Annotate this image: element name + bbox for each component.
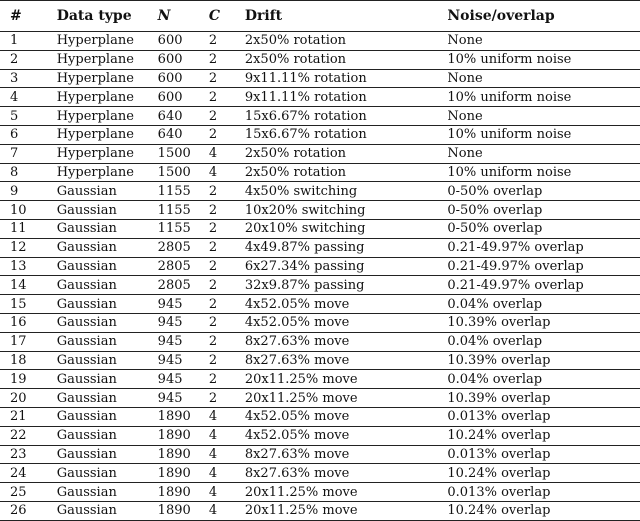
cell-index: 17 bbox=[0, 332, 57, 351]
cell-n: 945 bbox=[158, 295, 209, 314]
cell-noise-overlap: 0.21-49.97% overlap bbox=[447, 257, 640, 276]
cell-index: 18 bbox=[0, 351, 57, 370]
cell-data-type: Gaussian bbox=[57, 501, 158, 520]
cell-drift: 8x27.63% move bbox=[245, 445, 448, 464]
cell-n: 1890 bbox=[158, 501, 209, 520]
cell-n: 2805 bbox=[158, 276, 209, 295]
cell-index: 21 bbox=[0, 407, 57, 426]
cell-data-type: Hyperplane bbox=[57, 69, 158, 88]
cell-data-type: Gaussian bbox=[57, 276, 158, 295]
cell-data-type: Gaussian bbox=[57, 295, 158, 314]
cell-c: 4 bbox=[209, 483, 245, 502]
table-row bbox=[0, 445, 640, 464]
cell-c: 2 bbox=[209, 32, 245, 51]
cell-data-type: Gaussian bbox=[57, 313, 158, 332]
cell-index: 14 bbox=[0, 276, 57, 295]
cell-c: 4 bbox=[209, 426, 245, 445]
cell-n: 640 bbox=[158, 125, 209, 144]
table-header bbox=[0, 1, 640, 32]
cell-noise-overlap: 0.04% overlap bbox=[447, 332, 640, 351]
cell-noise-overlap: 10.39% overlap bbox=[447, 313, 640, 332]
table-row bbox=[0, 201, 640, 220]
cell-n: 1155 bbox=[158, 182, 209, 201]
cell-drift: 2x50% rotation bbox=[245, 50, 448, 69]
cell-data-type: Gaussian bbox=[57, 464, 158, 483]
table-row bbox=[0, 407, 640, 426]
table-row bbox=[0, 276, 640, 295]
cell-c: 2 bbox=[209, 238, 245, 257]
cell-c: 4 bbox=[209, 407, 245, 426]
cell-drift: 4x52.05% move bbox=[245, 313, 448, 332]
cell-drift: 4x52.05% move bbox=[245, 407, 448, 426]
cell-n: 600 bbox=[158, 32, 209, 51]
cell-n: 1890 bbox=[158, 426, 209, 445]
cell-drift: 15x6.67% rotation bbox=[245, 107, 448, 126]
table-row bbox=[0, 351, 640, 370]
cell-n: 600 bbox=[158, 69, 209, 88]
cell-drift: 20x11.25% move bbox=[245, 483, 448, 502]
cell-noise-overlap: 0.04% overlap bbox=[447, 295, 640, 314]
cell-drift: 20x11.25% move bbox=[245, 389, 448, 408]
cell-noise-overlap: 0.013% overlap bbox=[447, 407, 640, 426]
table-row bbox=[0, 32, 640, 51]
cell-noise-overlap: 10.24% overlap bbox=[447, 426, 640, 445]
cell-n: 640 bbox=[158, 107, 209, 126]
cell-data-type: Hyperplane bbox=[57, 107, 158, 126]
cell-c: 2 bbox=[209, 125, 245, 144]
header-index: # bbox=[0, 1, 57, 32]
cell-index: 5 bbox=[0, 107, 57, 126]
cell-noise-overlap: 10% uniform noise bbox=[447, 88, 640, 107]
cell-c: 4 bbox=[209, 501, 245, 520]
cell-drift: 20x11.25% move bbox=[245, 370, 448, 389]
cell-index: 22 bbox=[0, 426, 57, 445]
table-row bbox=[0, 483, 640, 502]
cell-c: 4 bbox=[209, 445, 245, 464]
table-row bbox=[0, 370, 640, 389]
table-body bbox=[0, 32, 640, 521]
cell-index: 26 bbox=[0, 501, 57, 520]
cell-noise-overlap: 10.24% overlap bbox=[447, 464, 640, 483]
cell-drift: 2x50% rotation bbox=[245, 32, 448, 51]
cell-noise-overlap: 0-50% overlap bbox=[447, 201, 640, 220]
cell-drift: 4x50% switching bbox=[245, 182, 448, 201]
cell-data-type: Hyperplane bbox=[57, 50, 158, 69]
cell-n: 1500 bbox=[158, 144, 209, 163]
cell-c: 4 bbox=[209, 144, 245, 163]
cell-n: 1500 bbox=[158, 163, 209, 182]
cell-drift: 2x50% rotation bbox=[245, 144, 448, 163]
cell-data-type: Gaussian bbox=[57, 370, 158, 389]
cell-index: 24 bbox=[0, 464, 57, 483]
cell-data-type: Gaussian bbox=[57, 407, 158, 426]
cell-drift: 4x49.87% passing bbox=[245, 238, 448, 257]
table-row bbox=[0, 125, 640, 144]
cell-drift: 8x27.63% move bbox=[245, 332, 448, 351]
cell-noise-overlap: 0.013% overlap bbox=[447, 483, 640, 502]
cell-c: 2 bbox=[209, 351, 245, 370]
cell-noise-overlap: 0.04% overlap bbox=[447, 370, 640, 389]
cell-c: 2 bbox=[209, 389, 245, 408]
cell-c: 2 bbox=[209, 276, 245, 295]
cell-n: 945 bbox=[158, 313, 209, 332]
cell-drift: 20x11.25% move bbox=[245, 501, 448, 520]
cell-index: 16 bbox=[0, 313, 57, 332]
cell-data-type: Gaussian bbox=[57, 219, 158, 238]
cell-n: 1890 bbox=[158, 407, 209, 426]
cell-n: 1890 bbox=[158, 464, 209, 483]
cell-drift: 15x6.67% rotation bbox=[245, 125, 448, 144]
cell-c: 2 bbox=[209, 107, 245, 126]
cell-noise-overlap: 0.013% overlap bbox=[447, 445, 640, 464]
cell-noise-overlap: 0-50% overlap bbox=[447, 219, 640, 238]
cell-drift: 10x20% switching bbox=[245, 201, 448, 220]
header-n: N bbox=[158, 1, 209, 32]
cell-c: 2 bbox=[209, 182, 245, 201]
table-row bbox=[0, 144, 640, 163]
header-drift: Drift bbox=[245, 1, 448, 32]
cell-data-type: Gaussian bbox=[57, 483, 158, 502]
cell-n: 600 bbox=[158, 50, 209, 69]
cell-c: 2 bbox=[209, 370, 245, 389]
cell-drift: 9x11.11% rotation bbox=[245, 69, 448, 88]
cell-data-type: Gaussian bbox=[57, 426, 158, 445]
header-c: C bbox=[209, 1, 245, 32]
cell-drift: 4x52.05% move bbox=[245, 295, 448, 314]
cell-n: 2805 bbox=[158, 257, 209, 276]
cell-c: 2 bbox=[209, 257, 245, 276]
cell-data-type: Hyperplane bbox=[57, 32, 158, 51]
table-row bbox=[0, 389, 640, 408]
cell-index: 2 bbox=[0, 50, 57, 69]
cell-c: 2 bbox=[209, 50, 245, 69]
cell-index: 13 bbox=[0, 257, 57, 276]
cell-c: 4 bbox=[209, 163, 245, 182]
cell-index: 10 bbox=[0, 201, 57, 220]
cell-n: 1890 bbox=[158, 445, 209, 464]
cell-c: 2 bbox=[209, 219, 245, 238]
cell-c: 2 bbox=[209, 69, 245, 88]
cell-index: 20 bbox=[0, 389, 57, 408]
cell-drift: 6x27.34% passing bbox=[245, 257, 448, 276]
table-row bbox=[0, 107, 640, 126]
table-row bbox=[0, 219, 640, 238]
cell-noise-overlap: None bbox=[447, 69, 640, 88]
cell-c: 2 bbox=[209, 295, 245, 314]
table-row bbox=[0, 464, 640, 483]
table-row bbox=[0, 182, 640, 201]
cell-n: 1890 bbox=[158, 483, 209, 502]
cell-index: 6 bbox=[0, 125, 57, 144]
cell-noise-overlap: None bbox=[447, 144, 640, 163]
cell-n: 945 bbox=[158, 351, 209, 370]
cell-data-type: Hyperplane bbox=[57, 163, 158, 182]
cell-index: 3 bbox=[0, 69, 57, 88]
table-row bbox=[0, 88, 640, 107]
table-row bbox=[0, 501, 640, 520]
cell-data-type: Hyperplane bbox=[57, 144, 158, 163]
cell-noise-overlap: 10% uniform noise bbox=[447, 50, 640, 69]
cell-data-type: Gaussian bbox=[57, 257, 158, 276]
header-row bbox=[0, 1, 640, 32]
cell-drift: 8x27.63% move bbox=[245, 464, 448, 483]
cell-noise-overlap: 10% uniform noise bbox=[447, 163, 640, 182]
table-row bbox=[0, 257, 640, 276]
cell-c: 4 bbox=[209, 464, 245, 483]
header-data-type: Data type bbox=[57, 1, 158, 32]
cell-drift: 2x50% rotation bbox=[245, 163, 448, 182]
cell-noise-overlap: None bbox=[447, 107, 640, 126]
cell-drift: 20x10% switching bbox=[245, 219, 448, 238]
cell-data-type: Gaussian bbox=[57, 332, 158, 351]
table-row bbox=[0, 313, 640, 332]
cell-index: 15 bbox=[0, 295, 57, 314]
cell-index: 8 bbox=[0, 163, 57, 182]
cell-data-type: Gaussian bbox=[57, 238, 158, 257]
cell-n: 945 bbox=[158, 332, 209, 351]
table-row bbox=[0, 238, 640, 257]
cell-c: 2 bbox=[209, 332, 245, 351]
cell-data-type: Hyperplane bbox=[57, 125, 158, 144]
cell-noise-overlap: 10.24% overlap bbox=[447, 501, 640, 520]
cell-index: 19 bbox=[0, 370, 57, 389]
cell-drift: 4x52.05% move bbox=[245, 426, 448, 445]
table-row bbox=[0, 163, 640, 182]
table-row bbox=[0, 332, 640, 351]
cell-data-type: Gaussian bbox=[57, 445, 158, 464]
cell-noise-overlap: 0.21-49.97% overlap bbox=[447, 276, 640, 295]
cell-n: 2805 bbox=[158, 238, 209, 257]
cell-noise-overlap: 0.21-49.97% overlap bbox=[447, 238, 640, 257]
cell-index: 1 bbox=[0, 32, 57, 51]
cell-data-type: Gaussian bbox=[57, 201, 158, 220]
cell-noise-overlap: 0-50% overlap bbox=[447, 182, 640, 201]
table-row bbox=[0, 295, 640, 314]
cell-n: 1155 bbox=[158, 219, 209, 238]
cell-n: 945 bbox=[158, 370, 209, 389]
cell-drift: 32x9.87% passing bbox=[245, 276, 448, 295]
cell-index: 7 bbox=[0, 144, 57, 163]
header-noise-overlap: Noise/overlap bbox=[447, 1, 640, 32]
cell-data-type: Gaussian bbox=[57, 182, 158, 201]
cell-index: 12 bbox=[0, 238, 57, 257]
cell-noise-overlap: 10% uniform noise bbox=[447, 125, 640, 144]
cell-drift: 9x11.11% rotation bbox=[245, 88, 448, 107]
cell-noise-overlap: 10.39% overlap bbox=[447, 351, 640, 370]
cell-data-type: Gaussian bbox=[57, 389, 158, 408]
table-row bbox=[0, 69, 640, 88]
cell-drift: 8x27.63% move bbox=[245, 351, 448, 370]
cell-index: 23 bbox=[0, 445, 57, 464]
cell-n: 600 bbox=[158, 88, 209, 107]
cell-noise-overlap: 10.39% overlap bbox=[447, 389, 640, 408]
cell-n: 1155 bbox=[158, 201, 209, 220]
cell-c: 2 bbox=[209, 88, 245, 107]
cell-c: 2 bbox=[209, 201, 245, 220]
table-row bbox=[0, 426, 640, 445]
cell-n: 945 bbox=[158, 389, 209, 408]
cell-index: 11 bbox=[0, 219, 57, 238]
cell-c: 2 bbox=[209, 313, 245, 332]
cell-index: 4 bbox=[0, 88, 57, 107]
cell-data-type: Hyperplane bbox=[57, 88, 158, 107]
cell-index: 9 bbox=[0, 182, 57, 201]
cell-index: 25 bbox=[0, 483, 57, 502]
table-row bbox=[0, 50, 640, 69]
cell-data-type: Gaussian bbox=[57, 351, 158, 370]
cell-noise-overlap: None bbox=[447, 32, 640, 51]
